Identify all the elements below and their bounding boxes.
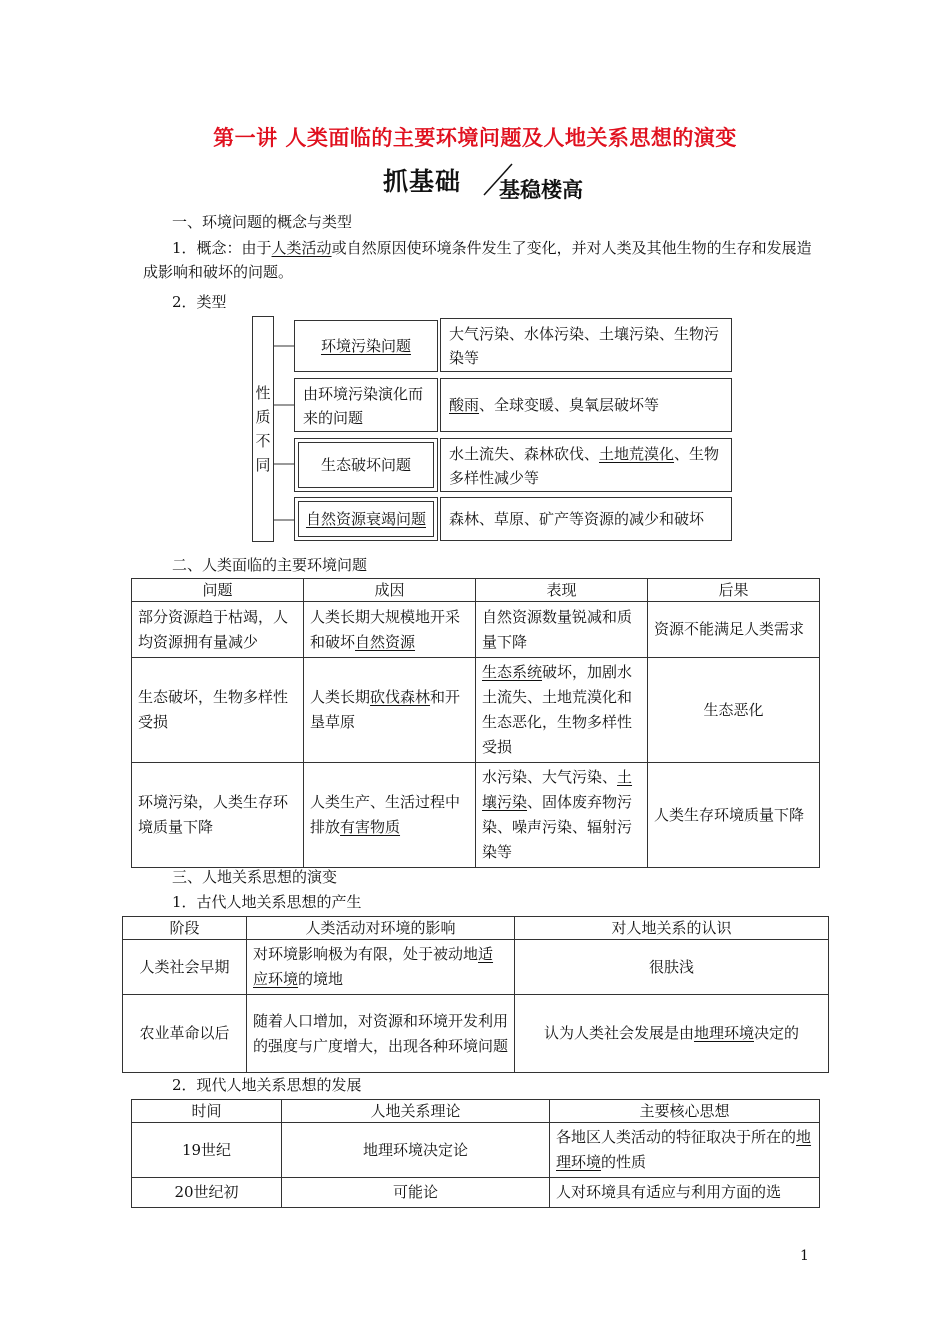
type-desc-derived: 酸雨、全球变暖、臭氧层破坏等	[440, 378, 732, 432]
type-label-derived: 由环境污染演化而来的问题	[294, 378, 438, 432]
connector-lines	[274, 316, 294, 542]
col-header: 成因	[304, 579, 476, 602]
col-header: 主要核心思想	[550, 1100, 820, 1123]
cell-theory: 地理环境决定论	[282, 1123, 550, 1178]
concept-prefix: 1．概念：由于	[172, 239, 272, 257]
cell-effect: 随着人口增加，对资源和环境开发利用的强度与广度增大，出现各种环境问题	[247, 995, 515, 1073]
cell-cause: 人类生产、生活过程中排放有害物质	[304, 763, 476, 868]
table-row	[132, 602, 820, 658]
page-title: 第一讲 人类面临的主要环境问题及人地关系思想的演变	[213, 126, 737, 150]
cell-show: 生态系统破坏，加剧水土流失、土地荒漠化和生态恶化，生物多样性受损	[476, 658, 648, 763]
vertical-label-box	[252, 316, 274, 542]
table-row	[132, 658, 820, 763]
cell-view: 认为人类社会发展是由地理环境决定的	[515, 995, 829, 1073]
col-header: 对人地关系的认识	[515, 917, 829, 940]
type-desc-resource: 森林、草原、矿产等资源的减少和破坏	[440, 497, 732, 541]
table-row	[132, 1123, 820, 1178]
col-header: 阶段	[123, 917, 247, 940]
cell-view: 很肤浅	[515, 940, 829, 995]
col-header: 后果	[648, 579, 820, 602]
cell-idea: 人对环境具有适应与利用方面的选	[550, 1178, 820, 1208]
table-row	[123, 995, 829, 1073]
cell-theory: 可能论	[282, 1178, 550, 1208]
col-header: 问题	[132, 579, 304, 602]
cell-problem: 部分资源趋于枯竭，人均资源拥有量减少	[132, 602, 304, 658]
cell-time: 19世纪	[132, 1123, 282, 1178]
modern-table	[131, 1099, 820, 1208]
cell-result: 资源不能满足人类需求	[648, 602, 820, 658]
table-header-row	[132, 1100, 820, 1123]
concept-rest: 或自然原因使环境条件发生了变化，并对人类及其他生物的生存和发展造成影响和破坏的问题。	[143, 239, 812, 281]
cell-idea: 各地区人类活动的特征取决于所在的地理环境的性质	[550, 1123, 820, 1178]
cell-cause: 人类长期砍伐森林和开垦草原	[304, 658, 476, 763]
table-header-row	[132, 579, 820, 602]
col-header: 时间	[132, 1100, 282, 1123]
vertical-label-char: 不	[255, 432, 271, 450]
table-row	[132, 1178, 820, 1208]
col-header: 人类活动对环境的影响	[247, 917, 515, 940]
banner-sub: 基稳楼高	[499, 178, 583, 202]
col-header: 人地关系理论	[282, 1100, 550, 1123]
cell-show: 水污染、大气污染、土壤污染、固体废弃物污染、噪声污染、辐射污染等	[476, 763, 648, 868]
col-header: 表现	[476, 579, 648, 602]
table-row	[123, 940, 829, 995]
section-heading-1: 一、环境问题的概念与类型	[172, 213, 353, 231]
cell-stage: 人类社会早期	[123, 940, 247, 995]
type-label-eco: 生态破坏问题	[294, 438, 438, 492]
cell-result: 生态恶化	[648, 658, 820, 763]
vertical-label-char: 质	[255, 408, 271, 426]
problems-table	[131, 578, 820, 868]
subheading-ancient: 1．古代人地关系思想的产生	[172, 893, 362, 911]
cell-result: 人类生存环境质量下降	[648, 763, 820, 868]
subheading-modern: 2．现代人地关系思想的发展	[172, 1076, 362, 1094]
section-banner	[383, 160, 623, 200]
cell-problem: 生态破坏，生物多样性受损	[132, 658, 304, 763]
vertical-label-char: 性	[255, 384, 271, 402]
types-heading: 2．类型	[172, 293, 227, 311]
table-row	[132, 763, 820, 868]
section-heading-3: 三、人地关系思想的演变	[172, 868, 338, 886]
cell-show: 自然资源数量锐减和质量下降	[476, 602, 648, 658]
ancient-table	[122, 916, 829, 1073]
banner-main: 抓基础	[383, 167, 462, 196]
concept-paragraph	[143, 236, 818, 284]
type-desc-eco: 水土流失、森林砍伐、土地荒漠化、生物多样性减少等	[440, 438, 732, 492]
cell-time: 20世纪初	[132, 1178, 282, 1208]
cell-cause: 人类长期大规模地开采和破坏自然资源	[304, 602, 476, 658]
type-label-pollution: 环境污染问题	[294, 320, 438, 372]
table-header-row	[123, 917, 829, 940]
section-heading-2: 二、人类面临的主要环境问题	[172, 556, 368, 574]
cell-stage: 农业革命以后	[123, 995, 247, 1073]
vertical-label-char: 同	[255, 456, 271, 474]
concept-underlined: 人类活动	[271, 239, 332, 257]
type-label-resource: 自然资源衰竭问题	[294, 497, 438, 541]
cell-problem: 环境污染，人类生存环境质量下降	[132, 763, 304, 868]
type-desc-pollution: 大气污染、水体污染、土壤污染、生物污染等	[440, 318, 732, 372]
cell-effect: 对环境影响极为有限，处于被动地适应环境的境地	[247, 940, 515, 995]
page-number: 1	[800, 1248, 809, 1264]
